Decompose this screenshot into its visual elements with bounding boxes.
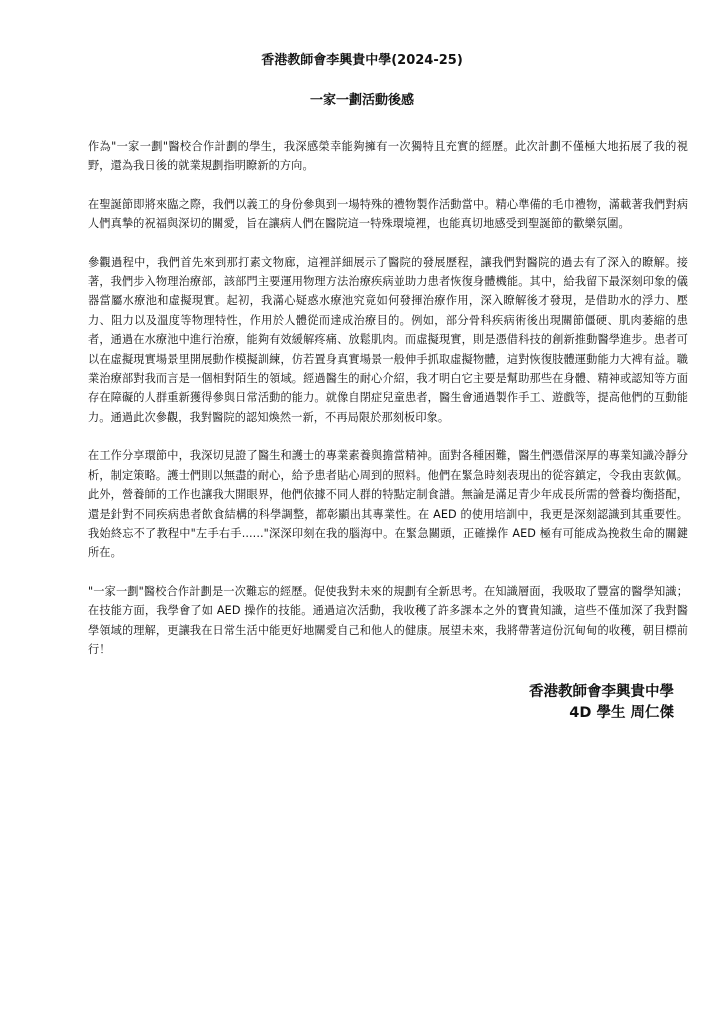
essay-body [88, 137, 688, 678]
school-title: 香港教師會李興貴中學(2024-25) [261, 53, 463, 68]
paragraph-conclusion: "一家一劃"醫校合作計劃是一次難忘的經歷。促使我對未來的規劃有全新思考。在知識層面，我吸取了豐富的醫學知識；在技能方面，我學會了如 AED 操作的技能。通過這次活動，我收穫了許多課本之外的寶貴知識，這些不僅加深了我對醫學領域的理解，更讓我在日常生活中能更好地關愛自己和他人的健康。展望未來，我將帶著這份沉甸甸的收穫，朝目標前行！ [88, 584, 688, 656]
essay-title: 一家一劃活動後感 [309, 93, 414, 108]
signature-block [529, 682, 674, 724]
paragraph-sharing: 在工作分享環節中，我深切見證了醫生和護士的專業素養與擔當精神。面對各種困難，醫生們憑借深厚的專業知識冷靜分析，制定策略。護士們則以無盡的耐心，給予患者貼心周到的照料。他們在緊急時刻表現出的從容鎮定，令我由衷欽佩。此外，營養師的工作也讓我大開眼界，他們依據不同人群的特點定制食譜。無論是滿足青少年成長所需的營養均衡搭配，還是針對不同疾病患者飲食結構的科學調整，都彰顯出其專業性。在 AED 的使用培訓中，我更是深刻認識到其重要性。我始終忘不了教程中"左手右手......"深深印刻在我的腦海中。在緊急關頭，正確操作 AED 極有可能成為挽救生命的關鍵所在。 [88, 449, 688, 560]
paragraph-christmas: 在聖誕節即將來臨之際，我們以義工的身份參與到一場特殊的禮物製作活動當中。精心準備的毛巾禮物，滿載著我們對病人們真摯的祝福與深切的關愛，旨在讓病人們在醫院這一特殊環境裡，也能真切地感受到聖誕節的歡樂氛圍。 [88, 197, 688, 231]
paragraph-intro: 作為"一家一劃"醫校合作計劃的學生，我深感榮幸能夠擁有一次獨特且充實的經歷。此次計劃不僅極大地拓展了我的視野，還為我日後的就業規劃指明瞭新的方向。 [88, 140, 688, 173]
paragraph-visit: 參觀過程中，我們首先來到那打素文物廊，這裡詳細展示了醫院的發展歷程，讓我們對醫院的過去有了深入的瞭解。接著，我們步入物理治療部，該部門主要運用物理方法治療疾病並助力患者恢復身體機能。其中，給我留下最深刻印象的儀器當屬水療池和虛擬現實。起初，我滿心疑惑水療池究竟如何發揮治療作用，深入瞭解後才發現，是借助水的浮力、壓力、阻力以及溫度等物理特性，作用於人體從而達成治療目的。例如，部分骨科疾病術後出現關節僵硬、肌肉萎縮的患者，通過在水療池中進行治療，能夠有效緩解疼痛、放鬆肌肉。而虛擬現實，則是憑借科技的創新推動醫學進步。患者可以在虛擬現實場景里開展動作模擬訓練，仿若置身真實場景一般伸手抓取虛擬物體，這對恢復肢體運動能力大裨有益。職業治療部對我而言是一個相對陌生的領域。經過醫生的耐心介紹，我才明白它主要是幫助那些在身體、精神或認知等方面存在障礙的人群重新獲得參與日常活動的能力。就像自閉症兒童患者，醫生會通過製作手工、遊戲等，提高他們的互動能力。通過此次參觀，我對醫院的認知煥然一新，不再局限於那刻板印象。 [88, 255, 688, 424]
signature-author: 4D 學生 周仁傑 [569, 705, 674, 721]
signature-school: 香港教師會李興貴中學 [529, 684, 674, 700]
